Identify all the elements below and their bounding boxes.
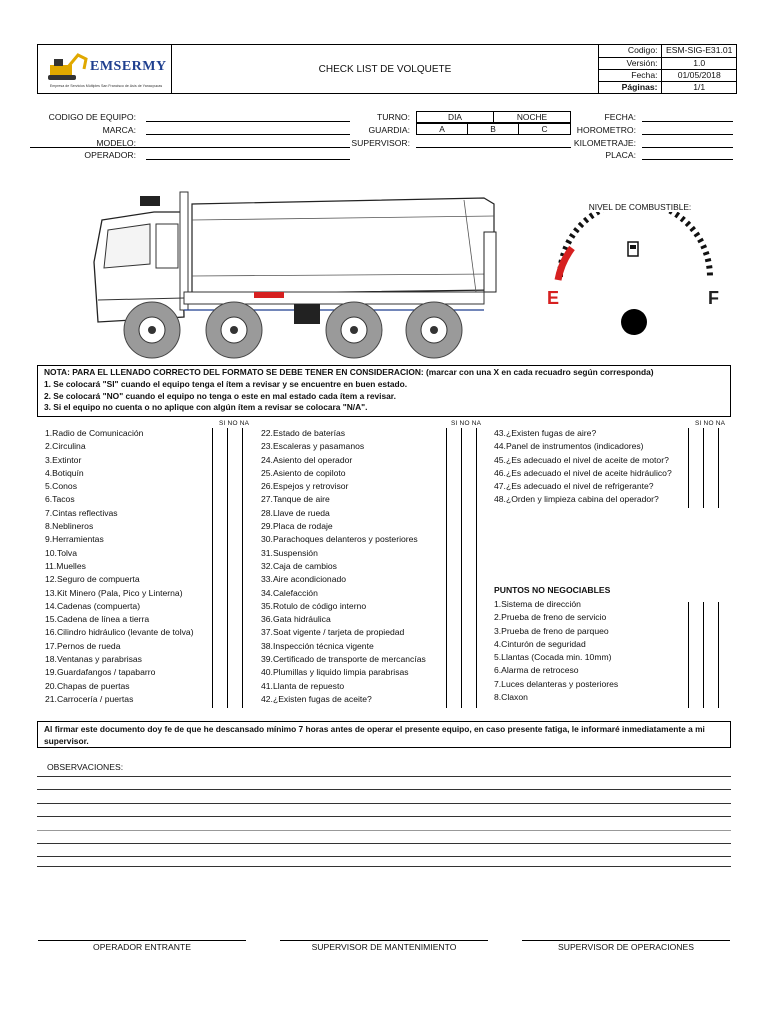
guardia-c-box[interactable]: C xyxy=(518,123,571,135)
checklist-item: 19.Guardafangos / tapabarro xyxy=(45,667,156,678)
check-column-si[interactable] xyxy=(212,428,213,708)
wheel-icon xyxy=(206,302,262,358)
checklist-item: 16.Cilindro hidráulico (levante de tolva) xyxy=(45,627,194,638)
checklist-item: 26.Espejos y retrovisor xyxy=(261,481,349,492)
non-negotiable-item: 7.Luces delanteras y posteriores xyxy=(494,678,619,689)
si-no-na-header: SI NO NA xyxy=(451,420,482,427)
checklist-item: 17.Pernos de rueda xyxy=(45,640,121,651)
checklist-item: 12.Seguro de compuerta xyxy=(45,574,140,585)
si-no-na-header: SI NO NA xyxy=(695,420,726,427)
checklist-item: 30.Parachoques delanteros y posteriores xyxy=(261,534,418,545)
checklist-item: 40.Plumillas y liquido limpia parabrisas xyxy=(261,667,409,678)
check-column-si[interactable] xyxy=(688,428,689,508)
observation-line[interactable] xyxy=(37,856,731,857)
document-title: CHECK LIST DE VOLQUETE xyxy=(172,45,599,93)
signature-line-supervisor-operaciones[interactable] xyxy=(522,940,730,941)
field-label-guardia: GUARDIA: xyxy=(368,125,410,135)
checklist-item: 5.Conos xyxy=(45,481,78,492)
meta-key: Fecha: xyxy=(599,69,661,81)
wheel-icon xyxy=(326,302,382,358)
field-label-operador: OPERADOR: xyxy=(84,150,136,160)
non-negotiable-item: 2.Prueba de freno de servicio xyxy=(494,612,607,623)
si-no-na-header: SI NO NA xyxy=(219,420,250,427)
checklist-item: 22.Estado de baterías xyxy=(261,428,346,438)
checklist-item: 3.Extintor xyxy=(45,454,82,465)
check-column-na[interactable] xyxy=(476,428,477,708)
checklist-item: 8.Neblineros xyxy=(45,521,94,532)
checklist-item: 34.Calefacción xyxy=(261,587,318,598)
checklist-item: 6.Tacos xyxy=(45,494,75,505)
non-negotiable-item: 5.Llantas (Cocada min. 10mm) xyxy=(494,652,612,663)
fuel-gauge-icon xyxy=(540,212,730,342)
document-header xyxy=(37,44,737,94)
checklist-item: 42.¿Existen fugas de aceite? xyxy=(261,693,372,704)
note-line: 2. Se colocará "NO" cuando el equipo no tenga o este en mal estado cada ítem a revisar. xyxy=(44,390,396,401)
field-label-supervisor: SUPERVISOR: xyxy=(351,138,410,148)
observation-line[interactable] xyxy=(37,843,731,844)
checklist-item: 33.Aire acondicionado xyxy=(261,574,347,585)
company-name: EMSERMY xyxy=(90,59,167,74)
fecha-field[interactable] xyxy=(642,121,733,122)
fuel-gauge-title: NIVEL DE COMBUSTIBLE: xyxy=(588,202,692,212)
checklist-item: 41.Llanta de repuesto xyxy=(261,680,345,691)
instructions-note xyxy=(37,365,731,417)
meta-value: ESM-SIG-E31.01 xyxy=(661,45,737,57)
checklist-item: 9.Herramientas xyxy=(45,534,104,545)
check-column-no[interactable] xyxy=(703,428,704,508)
checklist-column-2 xyxy=(261,427,426,706)
checklist-item: 24.Asiento del operador xyxy=(261,454,353,465)
meta-value: 1.0 xyxy=(661,57,737,69)
checklist-item: 36.Gata hidráulica xyxy=(261,614,331,625)
checklist-item: 11.Muelles xyxy=(45,560,86,571)
field-label-fecha: FECHA: xyxy=(604,112,636,122)
checklist-item: 45.¿Es adecuado el nivel de aceite de motor? xyxy=(494,454,669,465)
non-negotiable-item: 3.Prueba de freno de parqueo xyxy=(494,625,609,636)
note-line: NOTA: PARA EL LLENADO CORRECTO DEL FORMATO SE DEBE TENER EN CONSIDERACION: (marcar con una X en cada recuadro según corresponda) xyxy=(44,367,654,377)
fuel-empty-label: E xyxy=(547,288,560,308)
observation-line[interactable] xyxy=(37,830,731,831)
signature-line-supervisor-mantenimiento[interactable] xyxy=(280,940,488,941)
checklist-item: 47.¿Es adecuado el nivel de refrigerante? xyxy=(494,481,654,492)
checklist-item: 28.Llave de rueda xyxy=(261,507,330,518)
document-meta xyxy=(599,45,737,93)
check-column-no[interactable] xyxy=(227,428,228,708)
non-negotiable-item: 8.Claxon xyxy=(494,692,528,703)
non-negotiable-title: PUNTOS NO NEGOCIABLES xyxy=(494,585,611,595)
checklist-item: 35.Rotulo de código interno xyxy=(261,600,367,611)
non-negotiable-item: 1.Sistema de dirección xyxy=(494,599,581,609)
check-column-no[interactable] xyxy=(703,602,704,708)
checklist-item: 43.¿Existen fugas de aire? xyxy=(494,428,597,438)
checklist-item: 27.Tanque de aire xyxy=(261,494,330,505)
fuel-full-label: F xyxy=(708,288,719,308)
observation-line[interactable] xyxy=(37,789,731,790)
signature-line-operador[interactable] xyxy=(38,940,246,941)
signature-label: SUPERVISOR DE MANTENIMIENTO xyxy=(311,942,457,952)
signature-label: SUPERVISOR DE OPERACIONES xyxy=(558,942,694,952)
field-label-horometro: HOROMETRO: xyxy=(576,125,636,135)
codigo-field[interactable] xyxy=(146,121,350,122)
non-negotiable-list xyxy=(494,598,618,704)
checklist-item: 39.Certificado de transporte de mercancías xyxy=(261,654,426,665)
observation-line[interactable] xyxy=(37,776,731,777)
non-negotiable-item: 6.Alarma de retroceso xyxy=(494,665,579,676)
checklist-item: 21.Carrocería / puertas xyxy=(45,693,134,704)
turno-noche-box[interactable]: NOCHE xyxy=(493,111,571,123)
field-label-placa: PLACA: xyxy=(605,150,636,160)
checklist-item: 18.Ventanas y parabrisas xyxy=(45,654,142,665)
checklist-item: 25.Asiento de copiloto xyxy=(261,467,346,478)
checklist-column-1 xyxy=(45,427,194,706)
checklist-item: 2.Circulina xyxy=(45,441,86,452)
checklist-item: 1.Radio de Comunicación xyxy=(45,428,144,438)
field-label-turno: TURNO: xyxy=(377,112,410,122)
meta-key: Codigo: xyxy=(599,45,661,57)
supervisor-field[interactable] xyxy=(416,147,571,148)
checklist-item: 31.Suspensión xyxy=(261,547,318,558)
check-column-si[interactable] xyxy=(688,602,689,708)
checklist-item: 29.Placa de rodaje xyxy=(261,521,333,532)
checklist-item: 46.¿Es adecuado el nivel de aceite hidráulico? xyxy=(494,467,672,478)
check-column-no[interactable] xyxy=(461,428,462,708)
dump-truck-icon xyxy=(84,182,504,362)
checklist-item: 38.Inspección técnica vigente xyxy=(261,640,374,651)
checklist-item: 15.Cadena de línea a tierra xyxy=(45,614,150,625)
checklist-item: 48.¿Orden y limpieza cabina del operador? xyxy=(494,494,659,505)
operador-field[interactable] xyxy=(146,159,350,160)
checklist-item: 37.Soat vigente / tarjeta de propiedad xyxy=(261,627,405,638)
guardia-a-box[interactable]: A xyxy=(416,123,468,135)
signature-label: OPERADOR ENTRANTE xyxy=(93,942,191,952)
checklist-item: 10.Tolva xyxy=(45,547,78,558)
meta-key: Páginas: xyxy=(599,81,661,93)
affirmation-box: Al firmar este documento doy fe de que he descansado mínimo 7 horas antes de operar el presente equipo, en caso presente fatiga, le informaré inmediatamente a mi supervisor. xyxy=(37,721,731,748)
wheel-icon xyxy=(124,302,180,358)
checklist-item: 44.Panel de instrumentos (indicadores) xyxy=(494,441,644,452)
meta-value: 01/05/2018 xyxy=(661,69,737,81)
checklist-item: 14.Cadenas (compuerta) xyxy=(45,600,141,611)
check-column-na[interactable] xyxy=(718,428,719,508)
meta-key: Versión: xyxy=(599,57,661,69)
check-column-na[interactable] xyxy=(718,602,719,708)
field-label-marca: MARCA: xyxy=(102,125,136,135)
observation-line[interactable] xyxy=(37,803,731,804)
check-column-na[interactable] xyxy=(242,428,243,708)
checklist-item: 20.Chapas de puertas xyxy=(45,680,130,691)
observation-line[interactable] xyxy=(37,816,731,817)
wheel-icon xyxy=(406,302,462,358)
horometro-field[interactable] xyxy=(642,134,733,135)
observation-line[interactable] xyxy=(37,866,731,867)
kilometraje-field[interactable] xyxy=(642,147,733,148)
marca-field[interactable] xyxy=(146,134,350,135)
turno-dia-box[interactable]: DIA xyxy=(416,111,494,123)
modelo-field[interactable] xyxy=(30,147,350,148)
company-logo xyxy=(38,45,172,93)
placa-field[interactable] xyxy=(642,159,733,160)
checklist-item: 23.Escaleras y pasamanos xyxy=(261,441,365,452)
checklist-item: 4.Botiquín xyxy=(45,467,84,478)
note-line: 1. Se colocará "SI" cuando el equipo tenga el ítem a revisar y se encuentre en buen estado. xyxy=(44,378,408,389)
observations-label: OBSERVACIONES: xyxy=(47,762,124,772)
checklist-column-3 xyxy=(494,427,672,507)
note-line: 3. Si el equipo no cuenta o no aplique con algún ítem a revisar se colocara "N/A". xyxy=(44,402,368,413)
checklist-item: 7.Cintas reflectivas xyxy=(45,507,118,518)
meta-value: 1/1 xyxy=(693,81,706,92)
field-label-codigo: CODIGO DE EQUIPO: xyxy=(48,112,136,122)
field-label-kilometraje: KILOMETRAJE: xyxy=(573,138,636,148)
guardia-b-box[interactable]: B xyxy=(467,123,519,135)
company-tagline: Empresa de Servicios Múltiples San Francisco de Asís de Yanacpucas xyxy=(49,84,163,88)
non-negotiable-item: 4.Cinturón de seguridad xyxy=(494,638,586,649)
checklist-item: 13.Kit Minero (Pala, Pico y Linterna) xyxy=(45,587,183,598)
check-column-si[interactable] xyxy=(446,428,447,708)
field-label-modelo: MODELO: xyxy=(96,138,136,148)
checklist-item: 32.Caja de cambios xyxy=(261,560,337,571)
